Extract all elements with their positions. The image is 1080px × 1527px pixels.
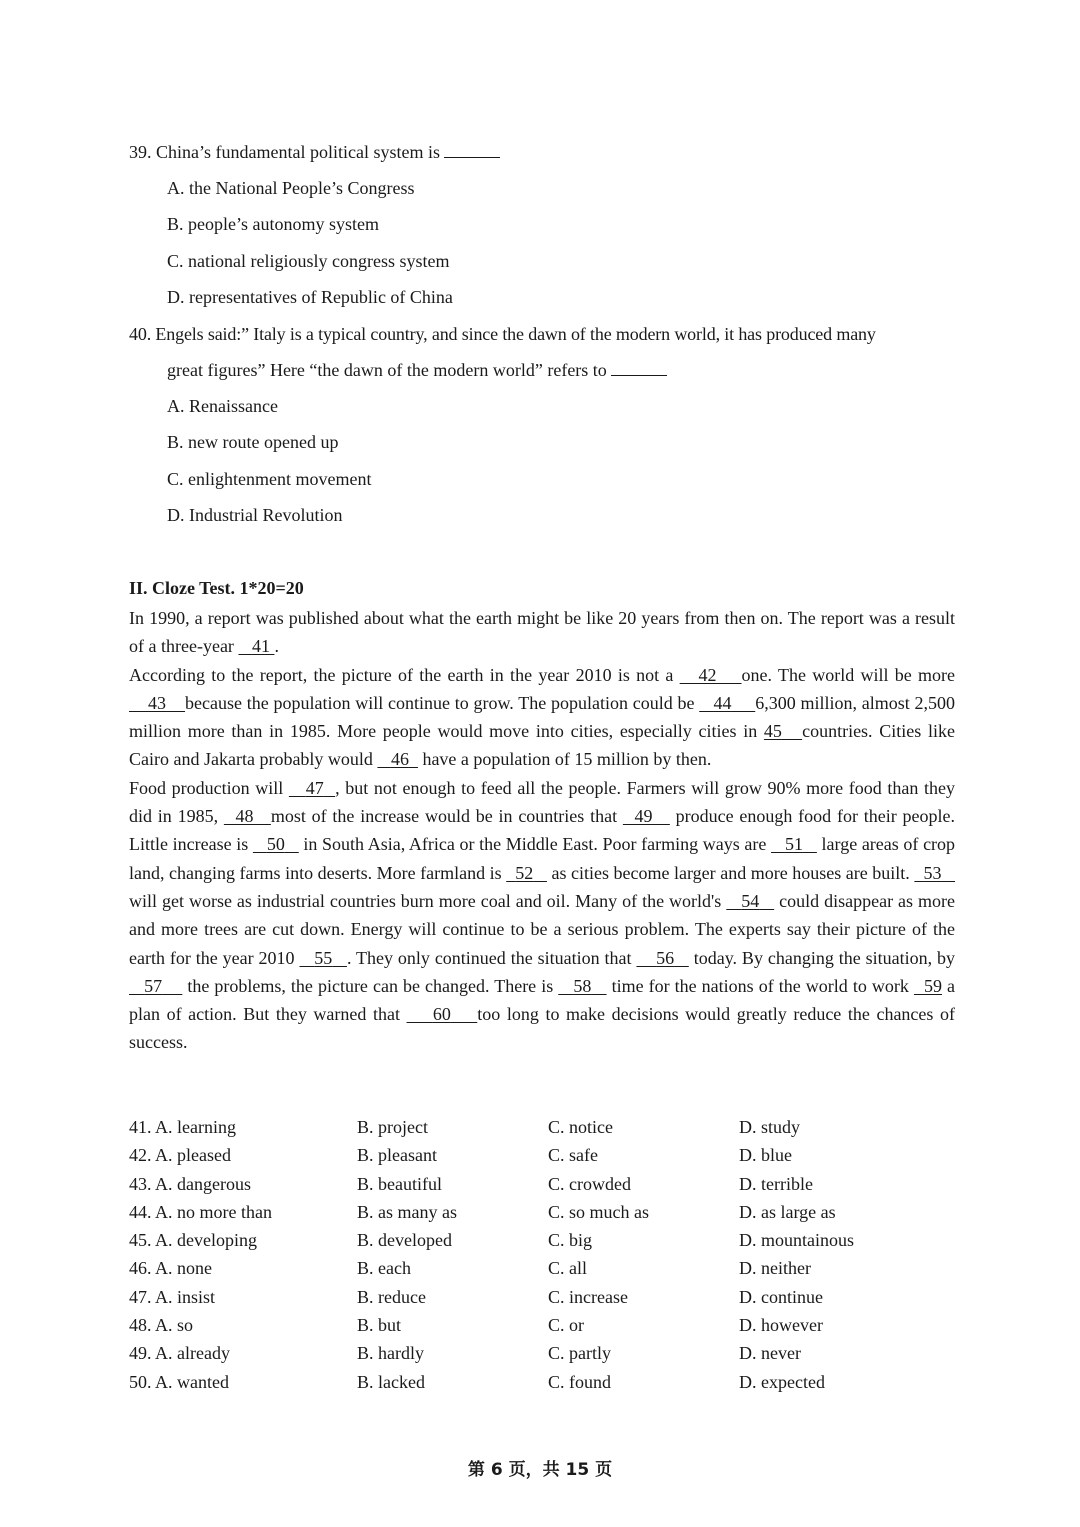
answer-blank [444,141,500,158]
blank-60: 60 [432,1004,451,1025]
question-39-option-b: B. people’s autonomy system [167,214,379,234]
question-40-option-d: D. Industrial Revolution [167,505,343,525]
question-40-option-b: B. new route opened up [167,432,339,452]
choice-row-46: 46. A. none B. each C. all D. neither [129,1258,811,1279]
blank-43: 43 [148,692,167,713]
passage-paragraph-2: According to the report, the picture of the earth in the year 2010 is not a 42 one. The world will be more 43 because the population will continue to grow. The population could be 44 6,300 million, almost 2,500 million more than in 1985. More people would move into cities, especially cities in 45 countries. Cities like Cairo and Jakarta probably would 46 have a population of 15 million by then. [129,664,955,770]
passage-paragraph-1: In 1990, a report was published about what the earth might be like 20 years from then on. The report was a result of a three-year 41 . [129,608,955,657]
question-39-option-a: A. the National People’s Congress [167,178,415,198]
choice-row-44: 44. A. no more than B. as many as C. so much as D. as large as [129,1201,836,1222]
blank-57: 57 [144,975,163,996]
blank-53: 53 [923,862,942,883]
blank-55: 55 [314,947,333,968]
blank-44: 44 [713,692,732,713]
blank-52: 52 [515,862,534,883]
blank-48: 48 [235,806,254,827]
cloze-heading: II. Cloze Test. 1*20=20 [129,578,304,598]
answer-blank [611,359,667,376]
blank-59: 59 [924,975,943,996]
question-40-stem-line1: 40. Engels said:” Italy is a typical country, and since the dawn of the modern world, it has produced many [129,324,876,344]
choice-row-49: 49. A. already B. hardly C. partly D. never [129,1343,801,1364]
question-39-option-d: D. representatives of Republic of China [167,287,453,307]
blank-58: 58 [573,975,592,996]
question-39-option-c: C. national religiously congress system [167,251,450,271]
blank-56: 56 [656,947,675,968]
blank-45: 45 [763,721,782,742]
choice-row-42: 42. A. pleased B. pleasant C. safe D. blue [129,1145,792,1166]
blank-54: 54 [741,890,760,911]
blank-41: 41 [251,636,270,657]
question-39-stem: 39. China’s fundamental political system is [129,141,955,163]
choice-row-43: 43. A. dangerous B. beautiful C. crowded D. terrible [129,1173,813,1194]
blank-51: 51 [784,834,803,855]
choice-row-48: 48. A. so B. but C. or D. however [129,1315,823,1336]
question-40-stem-line2: great figures” Here “the dawn of the modern world” refers to [167,359,667,381]
choice-row-47: 47. A. insist B. reduce C. increase D. continue [129,1286,823,1307]
blank-46: 46 [390,749,409,770]
question-40-option-c: C. enlightenment movement [167,469,372,489]
passage-paragraph-3: Food production will 47 , but not enough to feed all the people. Farmers will grow 90% more food than they did in 1985, 48 most of the increase would be in countries that 49 produce enough food for their people. Little increase is 50 in South Asia, Africa or the Middle East. Poor farming ways are 51 large areas of crop land, changing farms into deserts. More farmland is 52 as cities become larger and more houses are built. 53 will get worse as industrial countries burn more coal and oil. Many of the world's 54 could disappear as more and more trees are cut down. Energy will continue to be a serious problem. The experts say their picture of the earth for the year 2010 55 . They only continued the situation that 56 today. By changing the situation, by 57 the problems, the picture can be changed. There is 58 time for the nations of the world to work 59 a plan of action. But they warned that 60 too long to make decisions would greatly reduce the chances of success. [129,777,956,1053]
choice-row-41: 41. A. learning B. project C. notice D. study [129,1117,801,1137]
blank-42: 42 [698,664,717,685]
choice-row-50: 50. A. wanted B. lacked C. found D. expected [129,1371,825,1392]
cloze-passage [129,604,955,1057]
cloze-choices [129,1113,955,1396]
choice-row-45: 45. A. developing B. developed C. big D. mountainous [129,1230,854,1251]
blank-50: 50 [266,834,285,855]
blank-47: 47 [305,777,324,798]
blank-49: 49 [634,806,653,827]
question-40-option-a: A. Renaissance [167,396,278,416]
page-number-footer: 第 6 页，共 15 页 [467,1460,613,1480]
